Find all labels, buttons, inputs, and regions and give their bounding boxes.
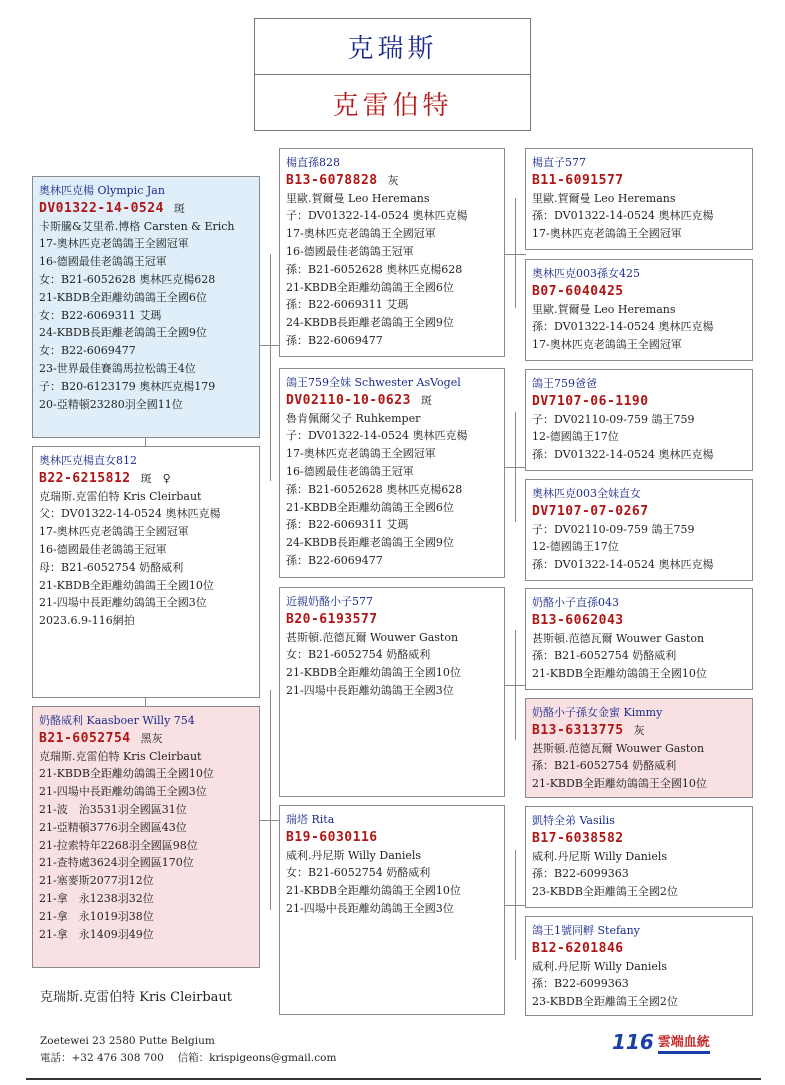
pedigree-line: 孫：B22-6099363: [532, 977, 629, 991]
pedigree-line: 威利.丹尼斯 Willy Daniels: [286, 848, 422, 862]
connector-line: [504, 905, 526, 906]
pedigree-line: 24-KBDB長距離老鴿鴿王全國9位: [286, 316, 454, 330]
grandsire-paternal-card: [279, 148, 505, 357]
pigeon-name: 凱特全弟 Vasilis: [532, 814, 615, 827]
pigeon-name: 奧林匹克003全妹直女: [532, 487, 641, 500]
pedigree-line: 24-KBDB長距離老鴿鴿王全國9位: [286, 536, 454, 550]
pedigree-line: 21-四場中長距離幼鴿鴿王全國3位: [286, 901, 454, 915]
ring-number: B13-6313775 灰: [532, 722, 645, 738]
pedigree-line: 21-查特處3624羽全國區170位: [39, 856, 194, 870]
pedigree-line: 21-KBDB全距離幼鴿鴿王全國6位: [286, 280, 454, 294]
address-text: Zoetewei 23 2580 Putte Belgium: [40, 1035, 215, 1047]
pedigree-line: 孫：B21-6052754 奶酪威利: [532, 649, 677, 663]
pedigree-line: 甚斯頓.范德瓦爾 Wouwer Gaston: [532, 631, 705, 645]
grandsire-maternal-card: [279, 587, 505, 797]
pedigree-line: 16-德國最佳老鴿鴿王冠軍: [39, 255, 167, 269]
pedigree-line: 23-世界最佳賽鴿馬拉松鴿王4位: [39, 361, 196, 375]
pedigree-line: 孫：B22-6099363: [532, 867, 629, 881]
connector-line: [515, 198, 516, 308]
pedigree-line: 20-亞精頓23280羽全國11位: [39, 397, 183, 411]
granddam-paternal-card: [279, 368, 505, 578]
pedigree-line: 克瑞斯.克雷伯特 Kris Cleirbaut: [39, 749, 202, 763]
pedigree-line: 里歐.賀爾曼 Leo Heremans: [532, 191, 676, 205]
pedigree-line: 21-KBDB全距離幼鴿鴿王全國10位: [532, 777, 707, 791]
pedigree-lines: [286, 629, 498, 700]
pedigree-lines: [286, 410, 498, 570]
sire-card: [32, 176, 260, 438]
connector-line: [270, 690, 271, 910]
connector-line: [504, 254, 526, 255]
pedigree-lines: [532, 740, 746, 793]
pedigree-line: 里歐.賀爾曼 Leo Heremans: [286, 191, 430, 205]
pigeon-name: 楊直孫828: [286, 156, 340, 169]
subject-card: [32, 446, 260, 698]
connector-line: [504, 467, 526, 468]
ring-number: B13-6078828 灰: [286, 172, 399, 188]
pedigree-line: 17-奧林匹克老鴿鴿王全國冠軍: [286, 447, 436, 461]
pedigree-line: 21-KBDB全距離幼鴿鴿王全國10位: [532, 667, 707, 681]
great-grandsire-2-card: [525, 369, 753, 471]
ring-number: DV7107-06-1190: [532, 393, 649, 409]
pedigree-line: 母：B21-6052754 奶酪威利: [39, 560, 184, 574]
ring-number: B20-6193577: [286, 611, 378, 627]
pedigree-line: 17-奧林匹克老鴿鴿王全國冠軍: [39, 237, 189, 251]
ring-number: B11-6091577: [532, 172, 624, 188]
pedigree-line: 女：B21-6052628 奧林匹克楊628: [39, 272, 216, 286]
pedigree-line: 卡斯騰&艾里希.博格 Carsten & Erich: [39, 219, 235, 233]
pedigree-line: 17-奧林匹克老鴿鴿王全國冠軍: [532, 227, 682, 241]
ring-number: B07-6040425: [532, 283, 624, 299]
pedigree-line: 克瑞斯.克雷伯特 Kris Cleirbaut: [39, 489, 202, 503]
pedigree-line: 孫：B22-6069311 艾瑪: [286, 298, 409, 312]
great-granddam-3-card: [525, 698, 753, 798]
pigeon-name: 奶酪威利 Kaasboer Willy 754: [39, 714, 195, 727]
breeder-first-name: 克瑞斯: [255, 19, 530, 75]
pedigree-line: 子：DV02110-09-759 鴿王759: [532, 412, 695, 426]
contact-text: 電話：+32 476 308 700 信箱：krispigeons@gmail.com: [40, 1052, 337, 1064]
pedigree-lines: [532, 301, 746, 354]
great-grandsire-1-card: [525, 148, 753, 250]
pedigree-lines: [532, 411, 746, 464]
pedigree-line: 威利.丹尼斯 Willy Daniels: [532, 959, 668, 973]
breeder-title: [254, 18, 531, 131]
pigeon-name: 近親奶酪小子577: [286, 595, 373, 608]
pedigree-lines: [532, 630, 746, 683]
pedigree-line: 孫：B21-6052754 奶酪威利: [532, 759, 677, 773]
ring-number: DV02110-10-0623 斑: [286, 392, 432, 408]
dam-card: [32, 706, 260, 968]
ring-number: B17-6038582: [532, 830, 624, 846]
pedigree-line: 21-KBDB全距離幼鴿鴿王全國6位: [39, 290, 207, 304]
pedigree-lines: [532, 190, 746, 243]
ring-number: B12-6201846: [532, 940, 624, 956]
ring-number: B22-6215812 斑 ♀: [39, 470, 171, 486]
pedigree-line: 女：B22-6069311 艾瑪: [39, 308, 162, 322]
pedigree-line: 21-拉索特年2268羽全國區98位: [39, 838, 198, 852]
great-grandsire-3-card: [525, 588, 753, 690]
logo-text: 雲端血統: [658, 1031, 710, 1054]
pedigree-line: 魯肯佩爾父子 Ruhkemper: [286, 411, 421, 425]
pedigree-lines: [286, 190, 498, 350]
pigeon-name: 鴿王759全妹 Schwester AsVogel: [286, 376, 461, 389]
pedigree-line: 16-德國最佳老鴿鴿王冠軍: [39, 542, 167, 556]
pedigree-lines: [532, 958, 746, 1011]
pedigree-line: 子：DV01322-14-0524 奧林匹克楊: [286, 209, 468, 223]
ring-number: DV01322-14-0524 斑: [39, 200, 185, 216]
owner-name: 克瑞斯.克雷伯特 Kris Cleirbaut: [40, 990, 232, 1005]
great-grandsire-4-card: [525, 806, 753, 908]
pigeon-name: 奶酪小子直孫043: [532, 596, 619, 609]
pigeon-name: 鴿王759爸爸: [532, 377, 597, 390]
connector-line: [270, 254, 271, 481]
brand-logo: [612, 1030, 710, 1054]
pedigree-line: 女：B21-6052754 奶酪威利: [286, 648, 431, 662]
pedigree-line: 21-拿 永1409羽49位: [39, 927, 154, 941]
pigeon-name: 奶酪小子孫女金蜜 Kimmy: [532, 706, 663, 719]
pedigree-line: 孫：B22-6069477: [286, 553, 383, 567]
pedigree-line: 12-德國鴿王17位: [532, 540, 619, 554]
pedigree-lines: [532, 848, 746, 901]
pedigree-line: 父：DV01322-14-0524 奧林匹克楊: [39, 507, 221, 521]
pedigree-line: 孫：B22-6069477: [286, 333, 383, 347]
ring-number: B21-6052754 黑灰: [39, 730, 163, 746]
pigeon-name: 奧林匹克楊直女812: [39, 454, 137, 467]
pedigree-line: 21-拿 永1019羽38位: [39, 909, 154, 923]
pedigree-line: 孫：DV01322-14-0524 奧林匹克楊: [532, 448, 714, 462]
pedigree-line: 子：B20-6123179 奧林匹克楊179: [39, 379, 216, 393]
pedigree-line: 孫：DV01322-14-0524 奧林匹克楊: [532, 558, 714, 572]
pedigree-line: 16-德國最佳老鴿鴿王冠軍: [286, 244, 414, 258]
pedigree-line: 21-塞麥斯2077羽12位: [39, 874, 154, 888]
pedigree-line: 孫：B22-6069311 艾瑪: [286, 518, 409, 532]
pedigree-line: 12-德國鴿王17位: [532, 430, 619, 444]
pedigree-line: 21-亞精頓3776羽全國區43位: [39, 820, 187, 834]
ring-number: B13-6062043: [532, 612, 624, 628]
pedigree-line: 孫：DV01322-14-0524 奧林匹克楊: [532, 320, 714, 334]
pedigree-line: 女：B21-6052754 奶酪威利: [286, 866, 431, 880]
pigeon-name: 奧林匹克003孫女425: [532, 267, 640, 280]
contact-block: [40, 1033, 336, 1067]
pedigree-line: 21-波 治3531羽全國區31位: [39, 802, 187, 816]
logo-number: 116: [612, 1030, 654, 1054]
pedigree-line: 17-奧林匹克老鴿鴿王全國冠軍: [532, 338, 682, 352]
pedigree-lines: [39, 488, 253, 630]
pedigree-line: 孫：DV01322-14-0524 奧林匹克楊: [532, 209, 714, 223]
breeder-last-name: 克雷伯特: [332, 90, 453, 121]
pedigree-line: 21-KBDB全距離幼鴿鴿王全國10位: [39, 767, 214, 781]
connector-line: [504, 685, 526, 686]
pedigree-line: 21-拿 永1238羽32位: [39, 891, 154, 905]
pedigree-line: 21-KBDB全距離幼鴿鴿王全國10位: [39, 578, 214, 592]
pedigree-line: 21-四場中長距離幼鴿鴿王全國3位: [39, 785, 207, 799]
great-granddam-4-card: [525, 916, 753, 1016]
ring-number: B19-6030116: [286, 829, 378, 845]
pedigree-line: 甚斯頓.范德瓦爾 Wouwer Gaston: [532, 741, 705, 755]
pedigree-line: 24-KBDB長距離老鴿鴿王全國9位: [39, 326, 207, 340]
pedigree-line: 2023.6.9-116網拍: [39, 614, 135, 628]
pedigree-line: 16-德國最佳老鴿鴿王冠軍: [286, 464, 414, 478]
pigeon-name: 奧林匹克楊 Olympic Jan: [39, 184, 165, 197]
ring-number: DV7107-07-0267: [532, 503, 649, 519]
pedigree-lines: [532, 521, 746, 574]
pedigree-lines: [286, 847, 498, 918]
pigeon-name: 鴿王1號同孵 Stefany: [532, 924, 640, 937]
great-granddam-2-card: [525, 479, 753, 581]
pedigree-line: 21-KBDB全距離幼鴿鴿王全國10位: [286, 666, 461, 680]
pedigree-line: 23-KBDB全距離鴿王全國2位: [532, 995, 678, 1009]
great-granddam-1-card: [525, 259, 753, 361]
pedigree-lines: [39, 748, 253, 944]
pedigree-line: 21-KBDB全距離幼鴿鴿王全國10位: [286, 884, 461, 898]
bottom-divider: [26, 1078, 761, 1080]
pedigree-line: 17-奧林匹克老鴿鴿王全國冠軍: [286, 227, 436, 241]
pedigree-line: 孫：B21-6052628 奧林匹克楊628: [286, 482, 463, 496]
pedigree-line: 子：DV02110-09-759 鴿王759: [532, 522, 695, 536]
pedigree-line: 子：DV01322-14-0524 奧林匹克楊: [286, 429, 468, 443]
pigeon-name: 瑞塔 Rita: [286, 813, 335, 826]
pedigree-line: 孫：B21-6052628 奧林匹克楊628: [286, 262, 463, 276]
pedigree-line: 21-四場中長距離幼鴿鴿王全國3位: [39, 596, 207, 610]
pedigree-line: 21-KBDB全距離幼鴿鴿王全國6位: [286, 500, 454, 514]
pedigree-line: 17-奧林匹克老鴿鴿王全國冠軍: [39, 525, 189, 539]
pedigree-line: 威利.丹尼斯 Willy Daniels: [532, 849, 668, 863]
granddam-maternal-card: [279, 805, 505, 1015]
pedigree-line: 甚斯頓.范德瓦爾 Wouwer Gaston: [286, 630, 459, 644]
pedigree-line: 21-四場中長距離幼鴿鴿王全國3位: [286, 683, 454, 697]
pedigree-line: 里歐.賀爾曼 Leo Heremans: [532, 302, 676, 316]
pigeon-name: 楊直子577: [532, 156, 586, 169]
pedigree-line: 23-KBDB全距離鴿王全國2位: [532, 885, 678, 899]
pedigree-lines: [39, 218, 253, 414]
pedigree-line: 女：B22-6069477: [39, 344, 136, 358]
